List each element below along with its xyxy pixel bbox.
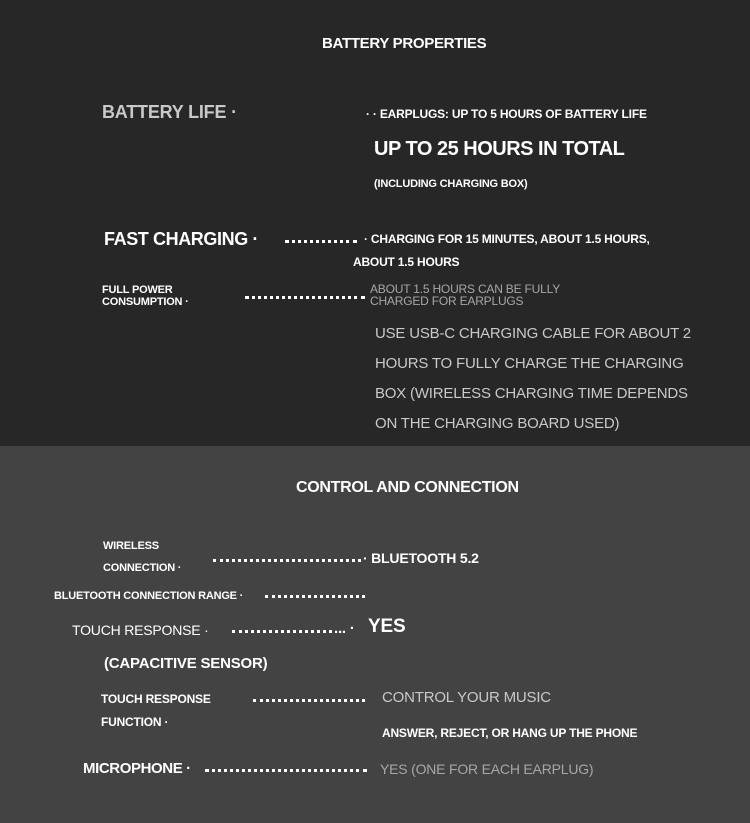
wireless-value: · BLUETOOTH 5.2	[363, 550, 479, 566]
touch-function-leader-dots	[253, 699, 365, 702]
touch-response-label: TOUCH RESPONSE ·	[72, 622, 209, 638]
fast-charging-value-line2: ABOUT 1.5 HOURS	[353, 255, 460, 269]
charging-paragraph-line4: ON THE CHARGING BOARD USED)	[375, 415, 620, 432]
touch-function-value-line1: CONTROL YOUR MUSIC	[382, 689, 551, 706]
touch-response-sub: (CAPACITIVE SENSOR)	[104, 655, 268, 672]
fast-charging-leader-dots	[285, 240, 357, 243]
wireless-label-line2: CONNECTION ·	[103, 562, 182, 574]
battery-section-title: BATTERY PROPERTIES	[322, 35, 487, 52]
microphone-value: YES (ONE FOR EACH EARPLUG)	[380, 761, 594, 777]
microphone-label: MICROPHONE ·	[83, 760, 191, 777]
full-power-label-line2: CONSUMPTION ·	[102, 296, 189, 308]
full-power-label-line1: FULL POWER	[102, 284, 173, 296]
touch-response-leader-dots	[232, 630, 332, 633]
control-section-title: CONTROL AND CONNECTION	[296, 479, 519, 496]
wireless-leader-dots	[213, 559, 361, 562]
touch-function-value-line2: ANSWER, REJECT, OR HANG UP THE PHONE	[382, 726, 638, 740]
charging-paragraph-line1: USE USB-C CHARGING CABLE FOR ABOUT 2	[375, 325, 691, 342]
full-power-value-line2: CHARGED FOR EARPLUGS	[370, 294, 524, 308]
charging-paragraph-line3: BOX (WIRELESS CHARGING TIME DEPENDS	[375, 385, 688, 402]
touch-response-value: YES	[368, 616, 406, 637]
full-power-leader-dots	[245, 296, 365, 299]
battery-life-value-line1: · · EARPLUGS: UP TO 5 HOURS OF BATTERY LIFE	[366, 107, 647, 121]
battery-life-value-line2: UP TO 25 HOURS IN TOTAL	[374, 138, 625, 160]
fast-charging-value-line1: · CHARGING FOR 15 MINUTES, ABOUT 1.5 HOURS,	[364, 232, 650, 246]
full-power-value-line1: ABOUT 1.5 HOURS CAN BE FULLY	[370, 282, 561, 296]
fast-charging-label: FAST CHARGING ·	[104, 229, 258, 249]
battery-life-label: BATTERY LIFE ·	[102, 102, 237, 122]
touch-response-trail: ... ·	[334, 620, 355, 637]
touch-function-label-line2: FUNCTION ·	[101, 715, 169, 729]
bluetooth-range-label: BLUETOOTH CONNECTION RANGE ·	[54, 590, 244, 602]
wireless-label-line1: WIRELESS	[103, 540, 159, 552]
battery-life-value-line3: (INCLUDING CHARGING BOX)	[374, 178, 528, 190]
bluetooth-range-leader-dots	[265, 595, 365, 598]
control-section	[0, 446, 750, 823]
charging-paragraph-line2: HOURS TO FULLY CHARGE THE CHARGING	[375, 355, 684, 372]
touch-function-label-line1: TOUCH RESPONSE	[101, 692, 211, 706]
microphone-leader-dots	[205, 769, 367, 772]
